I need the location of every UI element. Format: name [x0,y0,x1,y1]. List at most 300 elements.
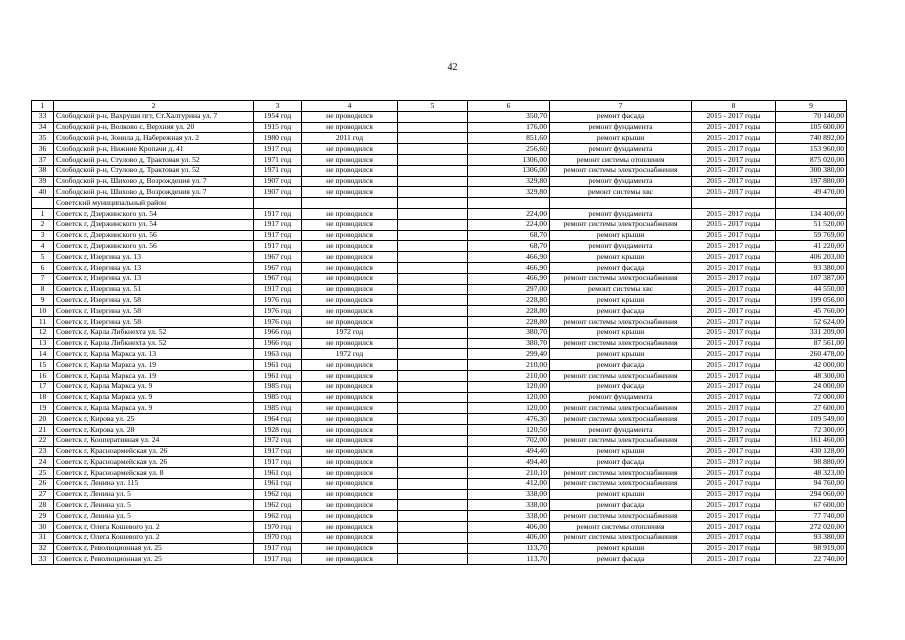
column-number-cell: 4 [302,101,398,112]
table-cell: 300 380,00 [776,165,847,176]
table-cell: не проводился [302,381,398,392]
table-cell: Советск г, Олега Кошевого ул. 2 [54,522,254,533]
table-cell: ремонт фундамента [550,241,692,252]
table-cell: 17 [32,381,54,392]
table-row [32,338,847,349]
table-cell: ремонт фасада [550,554,692,565]
table-cell: не проводился [302,241,398,252]
table-cell: 2015 - 2017 годы [692,284,776,295]
table-cell: 12 [32,327,54,338]
table-cell: 1961 год [254,478,302,489]
table-row [32,187,847,198]
table-cell: не проводился [302,511,398,522]
table-cell: 29 [32,511,54,522]
table-cell: Слободской р-н, Стулово д, Трактовая ул. 52 [54,165,254,176]
table-cell: не проводился [302,316,398,327]
table-cell: 2015 - 2017 годы [692,360,776,371]
table-cell: Советск г, Изергина ул. 13 [54,273,254,284]
table-cell: 1972 год [254,435,302,446]
table-cell: 210,00 [468,360,550,371]
table-cell [398,241,468,252]
table-cell: 161 460,00 [776,435,847,446]
table-cell: 2015 - 2017 годы [692,219,776,230]
table-cell: ремонт крыши [550,543,692,554]
table-cell: 28 [32,500,54,511]
table-cell: не проводился [302,468,398,479]
table-cell: Советск г, Революционная ул. 25 [54,543,254,554]
table-cell: 1970 год [254,532,302,543]
table-cell: 329,80 [468,187,550,198]
table-cell: 105 600,00 [776,122,847,133]
table-cell: не проводился [302,554,398,565]
table-cell: 1976 год [254,306,302,317]
table-cell: не проводился [302,284,398,295]
table-cell: 2015 - 2017 годы [692,381,776,392]
table-cell [398,414,468,425]
table-cell: ремонт крыши [550,489,692,500]
table-cell: Слободской р-н, Шихово д, Возрождения ул. 7 [54,187,254,198]
table-cell: 272 020,00 [776,522,847,533]
table-cell: 224,00 [468,219,550,230]
table-cell [398,478,468,489]
table-cell: 1967 год [254,273,302,284]
table-row [32,273,847,284]
table-cell: 2015 - 2017 годы [692,111,776,122]
table-cell: 23 [32,446,54,457]
table-cell: 430 128,00 [776,446,847,457]
table-cell: 1907 год [254,187,302,198]
table-cell: Советск г, Красноармейская ул. 26 [54,457,254,468]
table-cell: 1966 год [254,327,302,338]
table-cell: 2015 - 2017 годы [692,262,776,273]
table-cell: не проводился [302,478,398,489]
table-cell [398,381,468,392]
table-cell: 1917 год [254,208,302,219]
table-cell: Советск г, Дзержинского ул. 56 [54,230,254,241]
table-cell: 1962 год [254,511,302,522]
table-cell: 31 [32,532,54,543]
table-cell: Советск г, Карла Либкнехта ул. 52 [54,338,254,349]
table-cell: 40 [32,187,54,198]
table-cell: 1961 год [254,370,302,381]
table-cell: 1967 год [254,262,302,273]
table-cell: 30 [32,522,54,533]
table-row [32,392,847,403]
table-row [32,144,847,155]
column-number-cell: 5 [398,101,468,112]
table-cell: 199 056,00 [776,295,847,306]
table-cell: 2015 - 2017 годы [692,241,776,252]
table-cell: 3 [32,230,54,241]
table-cell: 77 740,00 [776,511,847,522]
table-cell: ремонт системы хвс [550,187,692,198]
table-cell: 297,00 [468,284,550,295]
table-cell: 68,70 [468,241,550,252]
table-cell [398,316,468,327]
table-cell: 2015 - 2017 годы [692,187,776,198]
table-cell: 210,00 [468,370,550,381]
table-cell: ремонт системы электроснабжения [550,414,692,425]
table-cell: не проводился [302,230,398,241]
table-cell: 27 600,00 [776,403,847,414]
table-cell: Советск г, Кирова ул. 28 [54,424,254,435]
table-cell [398,468,468,479]
table-cell: 1967 год [254,252,302,263]
table-cell: Советск г, Карла Маркса ул. 19 [54,360,254,371]
table-cell: не проводился [302,144,398,155]
table-cell: Слободской р-н, Волково с, Верхняя ул. 20 [54,122,254,133]
table-cell [398,262,468,273]
table-cell [398,111,468,122]
table-cell: 25 [32,468,54,479]
table-cell [398,176,468,187]
table-cell: 2015 - 2017 годы [692,295,776,306]
table-cell: 15 [32,360,54,371]
table-cell: 851,60 [468,133,550,144]
table-cell: 2015 - 2017 годы [692,446,776,457]
table-cell [398,543,468,554]
table-row [32,511,847,522]
table-cell: Советск г, Красноармейская ул. 8 [54,468,254,479]
table-cell: ремонт системы электроснабжения [550,468,692,479]
table-cell: 1985 год [254,403,302,414]
table-cell: 24 000,00 [776,381,847,392]
table-cell: 70 140,00 [776,111,847,122]
table-cell: 107 387,00 [776,273,847,284]
table-cell: 7 [32,273,54,284]
table-cell: не проводился [302,370,398,381]
table-row [32,208,847,219]
table-cell: 93 380,00 [776,532,847,543]
section-empty-cell [254,198,302,209]
table-row [32,219,847,230]
table-cell: 20 [32,414,54,425]
table-cell: 875 020,00 [776,154,847,165]
section-empty-cell [550,198,692,209]
table-cell: ремонт крыши [550,295,692,306]
table-cell: 1985 год [254,381,302,392]
table-row [32,241,847,252]
table-cell: 2 [32,219,54,230]
table-cell: 406,00 [468,522,550,533]
table-cell: 49 470,00 [776,187,847,198]
table-cell: ремонт крыши [550,252,692,263]
table-row [32,111,847,122]
table-cell: 494,40 [468,446,550,457]
table-cell: Советск г, Карла Маркса ул. 13 [54,349,254,360]
table-cell: 48 323,00 [776,468,847,479]
table-cell: Слободской р-н, Зонила д, Набережная ул. 2 [54,133,254,144]
table-cell: 260 478,00 [776,349,847,360]
table-cell: не проводился [302,414,398,425]
table-cell: ремонт фундамента [550,424,692,435]
table-cell: 2015 - 2017 годы [692,554,776,565]
table-body [32,101,847,565]
table-cell: 1971 год [254,154,302,165]
table-cell: 1966 год [254,338,302,349]
table-cell: 42 000,00 [776,360,847,371]
table-cell: ремонт системы электроснабжения [550,219,692,230]
section-empty-cell [692,198,776,209]
table-row [32,133,847,144]
table-row [32,252,847,263]
table-cell: 153 960,00 [776,144,847,155]
table-cell: 210,10 [468,468,550,479]
table-cell: 14 [32,349,54,360]
table-cell: 113,70 [468,543,550,554]
table-row [32,478,847,489]
table-cell: 2015 - 2017 годы [692,489,776,500]
table-cell: не проводился [302,424,398,435]
table-cell: 1915 год [254,122,302,133]
table-row [32,543,847,554]
table-cell: 22 740,00 [776,554,847,565]
section-title: Советский муниципальный район [54,198,254,209]
table-cell: Советск г, Карла Маркса ул. 9 [54,403,254,414]
column-number-cell: 7 [550,101,692,112]
repair-schedule-table [31,100,847,565]
table-cell: 2015 - 2017 годы [692,468,776,479]
table-cell: 1980 год [254,133,302,144]
table-cell: не проводился [302,543,398,554]
table-cell: 256,60 [468,144,550,155]
table-cell: 1971 год [254,165,302,176]
section-empty-cell [776,198,847,209]
table-cell: Советск г, Изергина ул. 51 [54,284,254,295]
table-cell: 8 [32,284,54,295]
section-empty-cell [398,198,468,209]
table-cell [398,532,468,543]
table-cell [398,392,468,403]
table-cell: 412,00 [468,478,550,489]
table-cell: не проводился [302,360,398,371]
table-cell: 299,40 [468,349,550,360]
table-cell: 33 [32,111,54,122]
table-cell: 98 880,00 [776,457,847,468]
table-cell: ремонт системы электроснабжения [550,273,692,284]
table-cell: 2015 - 2017 годы [692,122,776,133]
table-cell: 48 300,00 [776,370,847,381]
table-cell: не проводился [302,500,398,511]
table-row [32,360,847,371]
table-cell: ремонт фасада [550,500,692,511]
table-cell: 1917 год [254,144,302,155]
table-cell: 21 [32,424,54,435]
table-cell: 466,90 [468,273,550,284]
page-number: 42 [447,62,458,73]
column-number-cell: 9 [776,101,847,112]
table-cell: Советск г, Изергина ул. 58 [54,295,254,306]
table-cell: Советск г, Карла Маркса ул. 19 [54,370,254,381]
table-cell: 466,90 [468,262,550,273]
table-cell: 36 [32,144,54,155]
table-cell: 2015 - 2017 годы [692,522,776,533]
table-cell: 2015 - 2017 годы [692,424,776,435]
table-cell: Слободской р-н, Вахруши пгт, Ст.Халтурина ул. 7 [54,111,254,122]
table-row [32,414,847,425]
table-cell: 1917 год [254,230,302,241]
table-row [32,403,847,414]
table-cell: 2015 - 2017 годы [692,478,776,489]
table-cell: 16 [32,370,54,381]
table-cell: 2015 - 2017 годы [692,252,776,263]
table-cell: не проводился [302,165,398,176]
table-row [32,381,847,392]
table-row [32,316,847,327]
table-cell: ремонт крыши [550,446,692,457]
table-row [32,176,847,187]
table-row [32,306,847,317]
table-cell: 5 [32,252,54,263]
table-cell: 331 209,00 [776,327,847,338]
table-cell: 1917 год [254,457,302,468]
table-cell: 19 [32,403,54,414]
table-cell: 228,80 [468,316,550,327]
table-cell [398,252,468,263]
table-cell [398,554,468,565]
table-cell: ремонт системы электроснабжения [550,511,692,522]
section-empty-cell [468,198,550,209]
table-cell [398,208,468,219]
table-cell: ремонт системы электроснабжения [550,316,692,327]
table-cell: 702,00 [468,435,550,446]
table-cell: 2015 - 2017 годы [692,414,776,425]
table-cell: не проводился [302,154,398,165]
table-cell: 2015 - 2017 годы [692,403,776,414]
table-row [32,532,847,543]
table-row [32,284,847,295]
table-cell: 37 [32,154,54,165]
table-cell: 2015 - 2017 годы [692,133,776,144]
table-cell: ремонт крыши [550,230,692,241]
table-cell: ремонт крыши [550,349,692,360]
table-cell: ремонт системы хвс [550,284,692,295]
table-row [32,262,847,273]
table-cell: 338,00 [468,489,550,500]
column-number-row [32,101,847,112]
table-cell: 35 [32,133,54,144]
table-cell: 1962 год [254,500,302,511]
table-cell [398,273,468,284]
table-cell [398,403,468,414]
table-cell: 2015 - 2017 годы [692,543,776,554]
table-cell: ремонт системы отопления [550,522,692,533]
table-cell: 1907 год [254,176,302,187]
table-cell: 740 892,00 [776,133,847,144]
table-cell: 9 [32,295,54,306]
table-cell: ремонт системы электроснабжения [550,532,692,543]
table-cell: ремонт крыши [550,133,692,144]
column-number-cell: 2 [54,101,254,112]
table-cell: 67 600,00 [776,500,847,511]
table-cell: 2015 - 2017 годы [692,165,776,176]
table-cell: ремонт фундамента [550,144,692,155]
table-cell: 1976 год [254,295,302,306]
table-cell [398,187,468,198]
table-row [32,122,847,133]
table-cell: 1963 год [254,349,302,360]
table-cell: 2015 - 2017 годы [692,392,776,403]
table-cell: 2015 - 2017 годы [692,511,776,522]
table-cell [398,370,468,381]
table-cell [398,338,468,349]
table-row [32,154,847,165]
table-cell [398,522,468,533]
table-cell: 109 549,00 [776,414,847,425]
table-cell: 406 203,00 [776,252,847,263]
table-row [32,468,847,479]
table-cell [398,144,468,155]
table-row [32,522,847,533]
table-cell: 22 [32,435,54,446]
table-cell: 1917 год [254,554,302,565]
table-row [32,435,847,446]
table-cell: ремонт фасада [550,381,692,392]
table-cell [398,306,468,317]
table-cell: ремонт фундамента [550,122,692,133]
table-row [32,446,847,457]
table-cell: 1928 год [254,424,302,435]
table-cell: 294 060,00 [776,489,847,500]
table-cell: 68,70 [468,230,550,241]
table-cell: 120,00 [468,403,550,414]
table-cell: 26 [32,478,54,489]
table-cell: ремонт системы электроснабжения [550,435,692,446]
table-row [32,457,847,468]
table-cell: 87 561,00 [776,338,847,349]
table-cell: ремонт системы электроснабжения [550,338,692,349]
table-cell: Советск г, Изергина ул. 58 [54,316,254,327]
table-cell: 113,70 [468,554,550,565]
table-row [32,370,847,381]
table-cell: 476,30 [468,414,550,425]
table-cell [398,446,468,457]
table-cell: 27 [32,489,54,500]
table-cell: 1972 год [302,327,398,338]
table-cell: Советск г, Изергина ул. 13 [54,252,254,263]
table-cell: не проводился [302,532,398,543]
table-cell: 224,00 [468,208,550,219]
table-row [32,295,847,306]
table-cell: ремонт крыши [550,327,692,338]
table-cell [398,511,468,522]
table-cell: 228,80 [468,295,550,306]
table-cell: Советск г, Карла Маркса ул. 9 [54,381,254,392]
table-cell: 93 380,00 [776,262,847,273]
table-cell: 59 769,00 [776,230,847,241]
table-cell: 2015 - 2017 годы [692,176,776,187]
table-cell: 338,00 [468,511,550,522]
column-number-cell: 6 [468,101,550,112]
table-cell: 1917 год [254,446,302,457]
table-cell: Советск г, Ленина ул. 5 [54,500,254,511]
table-cell: ремонт системы электроснабжения [550,478,692,489]
table-cell: не проводился [302,208,398,219]
table-cell: не проводился [302,273,398,284]
table-cell: 228,80 [468,306,550,317]
table-cell: 406,00 [468,532,550,543]
table-cell: Советск г, Изергина ул. 58 [54,306,254,317]
table-row [32,424,847,435]
table-cell: не проводился [302,122,398,133]
table-cell: не проводился [302,457,398,468]
table-cell: 33 [32,554,54,565]
table-cell: 494,40 [468,457,550,468]
table-cell [398,435,468,446]
table-cell: ремонт фасада [550,306,692,317]
table-cell: не проводился [302,262,398,273]
table-cell: ремонт фасада [550,457,692,468]
